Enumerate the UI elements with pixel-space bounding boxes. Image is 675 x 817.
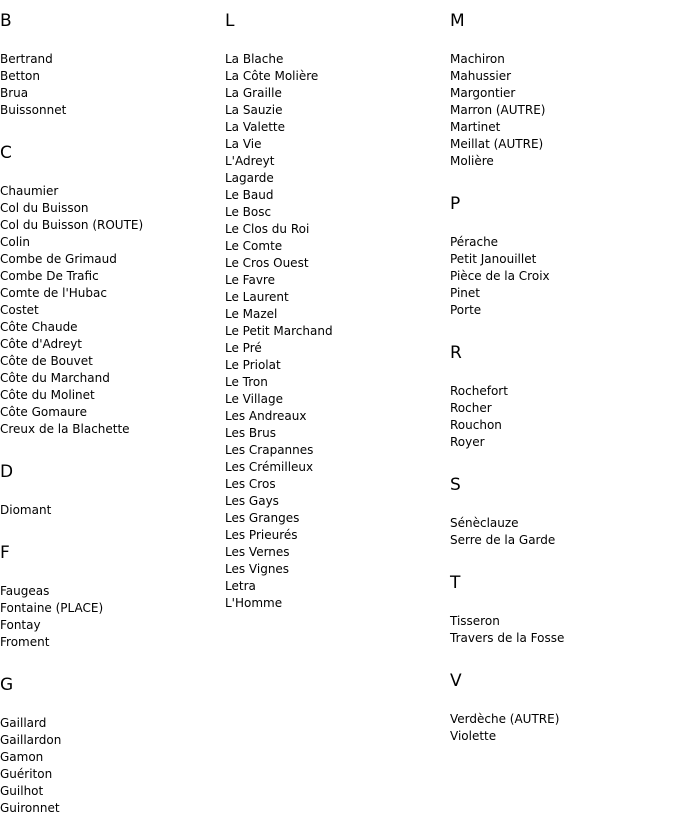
list-item: Lagarde (225, 171, 274, 185)
list-item: Fontaine (PLACE) (0, 601, 104, 615)
entry-list (0, 715, 225, 817)
letter-group (225, 10, 450, 612)
list-item: Les Gays (225, 494, 279, 508)
letter-group (450, 193, 675, 319)
list-item: Marron (AUTRE) (450, 103, 546, 117)
list-item: Bertrand (0, 52, 53, 66)
list-item: Côte de Bouvet (0, 354, 93, 368)
list-item: Côte Chaude (0, 320, 78, 334)
entry-list (450, 613, 675, 647)
list-item: La Blache (225, 52, 284, 66)
list-item: Violette (450, 729, 497, 743)
entry-list (450, 234, 675, 319)
entry-list (450, 515, 675, 549)
list-item: Verdèche (AUTRE) (450, 712, 560, 726)
list-item: Le Laurent (225, 290, 289, 304)
list-item: Creux de la Blachette (0, 422, 130, 436)
list-item: Froment (0, 635, 50, 649)
list-item: Les Vignes (225, 562, 290, 576)
section-letter-heading: M (450, 11, 465, 31)
list-item: Le Baud (225, 188, 274, 202)
list-item: Betton (0, 69, 40, 83)
list-item: Côte d'Adreyt (0, 337, 83, 351)
list-item: Le Comte (225, 239, 283, 253)
list-item: Le Tron (225, 375, 268, 389)
list-item: Les Granges (225, 511, 300, 525)
letter-group (450, 10, 675, 170)
list-item: Rochefort (450, 384, 508, 398)
section-letter-heading: T (450, 573, 461, 593)
list-item: Col du Buisson (ROUTE) (0, 218, 144, 232)
list-item: La Graille (225, 86, 282, 100)
list-item: Letra (225, 579, 256, 593)
list-item: Le Favre (225, 273, 275, 287)
list-item: La Vie (225, 137, 262, 151)
list-item: Brua (0, 86, 29, 100)
section-letter-heading: C (0, 143, 12, 163)
list-item: Gamon (0, 750, 44, 764)
list-item: Côte du Marchand (0, 371, 110, 385)
list-item: Faugeas (0, 584, 50, 598)
entry-list (225, 51, 450, 612)
list-item: Le Petit Marchand (225, 324, 333, 338)
list-item: Guironnet (0, 801, 60, 815)
letter-group (450, 474, 675, 549)
list-item: Les Vernes (225, 545, 290, 559)
index-column-3 (450, 0, 675, 745)
list-item: Gaillard (0, 716, 47, 730)
section-letter-heading: R (450, 343, 462, 363)
list-item: Le Pré (225, 341, 262, 355)
list-item: Le Mazel (225, 307, 278, 321)
list-item: Le Bosc (225, 205, 272, 219)
list-item: Les Crapannes (225, 443, 314, 457)
list-item: Le Priolat (225, 358, 281, 372)
list-item: Margontier (450, 86, 516, 100)
list-item: Rouchon (450, 418, 502, 432)
list-item: Serre de la Garde (450, 533, 556, 547)
entry-list (0, 183, 225, 438)
entry-list (0, 502, 225, 519)
letter-group (0, 674, 225, 817)
list-item: Comte de l'Hubac (0, 286, 107, 300)
letter-group (0, 142, 225, 438)
section-letter-heading: G (0, 675, 14, 695)
list-item: Royer (450, 435, 485, 449)
list-item: L'Homme (225, 596, 283, 610)
index-column-2 (225, 0, 450, 612)
list-item: La Valette (225, 120, 285, 134)
entry-list (450, 51, 675, 170)
letter-group (0, 461, 225, 519)
entry-list (450, 383, 675, 451)
list-item: Les Crémilleux (225, 460, 314, 474)
list-item: Le Village (225, 392, 283, 406)
list-item: Martinet (450, 120, 501, 134)
entry-list (0, 51, 225, 119)
list-item: Combe De Trafic (0, 269, 99, 283)
list-item: Les Cros (225, 477, 276, 491)
section-letter-heading: D (0, 462, 14, 482)
list-item: Les Prieurés (225, 528, 298, 542)
entry-list (0, 583, 225, 651)
list-item: Meillat (AUTRE) (450, 137, 544, 151)
list-item: Buissonnet (0, 103, 67, 117)
letter-group (450, 572, 675, 647)
list-item: Les Brus (225, 426, 276, 440)
letter-group (0, 10, 225, 119)
list-item: Pinet (450, 286, 480, 300)
list-item: Le Clos du Roi (225, 222, 310, 236)
list-item: Côte du Molinet (0, 388, 95, 402)
list-item: Combe de Grimaud (0, 252, 117, 266)
list-item: Petit Janouillet (450, 252, 537, 266)
section-letter-heading: P (450, 194, 461, 214)
list-item: Diomant (0, 503, 52, 517)
list-item: Les Andreaux (225, 409, 307, 423)
list-item: Chaumier (0, 184, 59, 198)
section-letter-heading: S (450, 475, 461, 495)
list-item: Pérache (450, 235, 499, 249)
list-item: Guériton (0, 767, 53, 781)
list-item: Rocher (450, 401, 492, 415)
list-item: Machiron (450, 52, 505, 66)
letter-group (450, 670, 675, 745)
list-item: Le Cros Ouest (225, 256, 309, 270)
list-item: La Côte Molière (225, 69, 319, 83)
section-letter-heading: L (225, 11, 235, 31)
index-column-1 (0, 0, 225, 817)
list-item: Guilhot (0, 784, 44, 798)
list-item: Pièce de la Croix (450, 269, 550, 283)
list-item: Sénèclauze (450, 516, 519, 530)
list-item: L'Adreyt (225, 154, 275, 168)
list-item: La Sauzie (225, 103, 283, 117)
list-item: Travers de la Fosse (450, 631, 565, 645)
list-item: Mahussier (450, 69, 512, 83)
list-item: Colin (0, 235, 30, 249)
section-letter-heading: F (0, 543, 10, 563)
list-item: Molière (450, 154, 494, 168)
entry-list (450, 711, 675, 745)
list-item: Tisseron (450, 614, 500, 628)
list-item: Porte (450, 303, 482, 317)
letter-group (0, 542, 225, 651)
section-letter-heading: B (0, 11, 12, 31)
list-item: Col du Buisson (0, 201, 89, 215)
list-item: Costet (0, 303, 39, 317)
letter-group (450, 342, 675, 451)
section-letter-heading: V (450, 671, 462, 691)
list-item: Fontay (0, 618, 41, 632)
list-item: Côte Gomaure (0, 405, 87, 419)
list-item: Gaillardon (0, 733, 62, 747)
